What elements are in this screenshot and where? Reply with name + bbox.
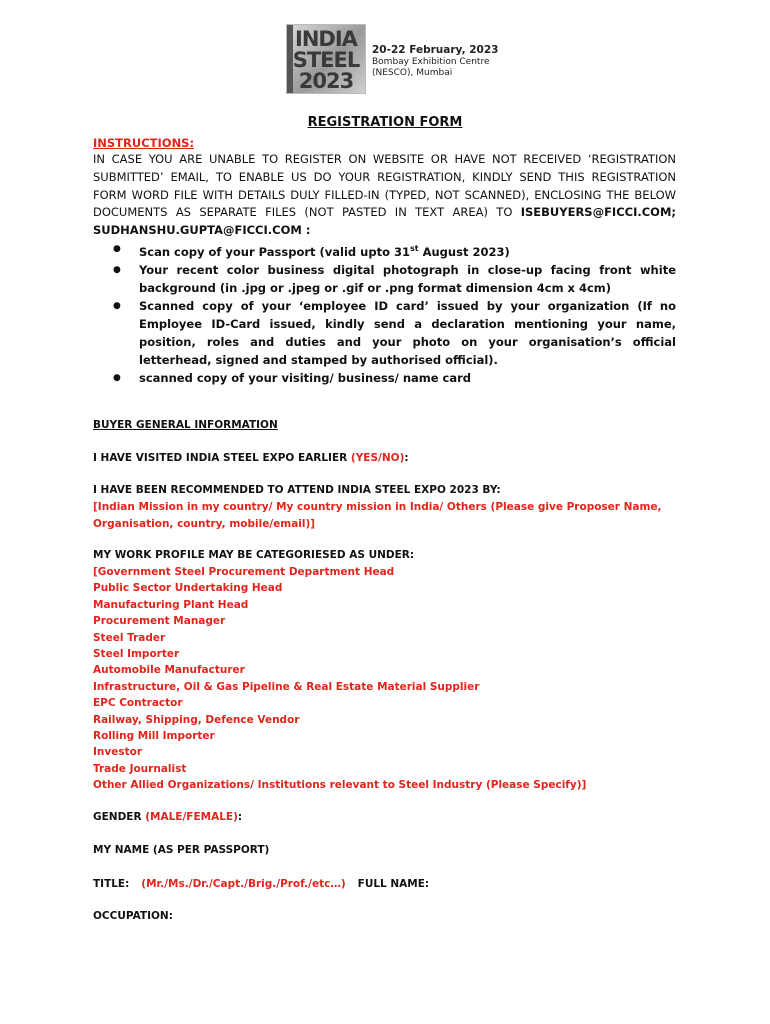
- required-documents-list: [113, 240, 676, 387]
- list-item: [Government Steel Procurement Department Head: [93, 566, 395, 578]
- title-row: [93, 876, 676, 893]
- list-item: Manufacturing Plant Head: [93, 598, 249, 611]
- list-item: Steel Importer: [93, 647, 180, 660]
- india-steel-logo: [286, 24, 366, 94]
- gender-label: GENDER: [93, 811, 146, 823]
- instructions-heading: INSTRUCTIONS:: [93, 136, 195, 150]
- event-venue-line1: Bombay Exhibition Centre: [372, 57, 490, 67]
- logo-text-line2: STEEL: [292, 48, 360, 72]
- emails-colon: :: [301, 223, 311, 238]
- visited-colon: :: [404, 452, 409, 464]
- logo-text-line3: 2023: [298, 69, 354, 93]
- list-item: Automobile Manufacturer: [93, 664, 245, 677]
- list-item: Infrastructure, Oil & Gas Pipeline & Real Estate Material Supplier: [93, 680, 480, 693]
- bullet1-sup: st: [410, 244, 419, 253]
- list-item: Steel Trader: [93, 631, 166, 644]
- visited-label: I HAVE VISITED INDIA STEEL EXPO EARLIER: [93, 452, 351, 464]
- title-label: TITLE:: [93, 878, 130, 890]
- title-options: (Mr./Ms./Dr./Capt./Brig./Prof./etc…): [141, 878, 346, 890]
- event-info: [372, 44, 498, 79]
- list-item: Public Sector Undertaking Head: [93, 582, 283, 595]
- event-venue-line2: (NESCO), Mumbai: [372, 68, 453, 78]
- occupation-label: OCCUPATION:: [93, 910, 173, 922]
- work-profile-label: MY WORK PROFILE MAY BE CATEGORIESED AS UNDER:: [93, 549, 415, 561]
- list-item: Investor: [93, 746, 143, 759]
- visited-question: [93, 450, 676, 467]
- page-title: REGISTRATION FORM: [307, 115, 463, 130]
- list-item: Procurement Manager: [93, 615, 226, 628]
- event-date: 20-22 February, 2023: [372, 44, 499, 56]
- list-item: ● Your recent color business digital photograph in close-up facing front white background (in .jpg or .jpeg or .gif or .png format dimension 4cm x 4cm): [113, 261, 676, 297]
- bullet1-post: August 2023): [418, 244, 510, 259]
- recommended-options: [Indian Mission in my country/ My country mission in India/ Others (Please give Proposer Name, Organisation, country, mobile/email)]: [93, 501, 662, 530]
- list-item: ● scanned copy of your visiting/ business/ name card: [113, 369, 676, 387]
- instructions-body: [93, 151, 676, 240]
- list-item: [113, 240, 676, 261]
- list-item: Trade Journalist: [93, 762, 187, 775]
- list-item: EPC Contractor: [93, 697, 183, 710]
- work-profile-options: [93, 564, 676, 793]
- list-item: Railway, Shipping, Defence Vendor: [93, 713, 300, 726]
- bullet1-pre: Scan copy of your Passport (valid upto 31: [139, 244, 410, 259]
- buyer-info-heading: BUYER GENERAL INFORMATION: [93, 419, 278, 431]
- visited-options: (YES/NO): [350, 452, 405, 464]
- full-name-label: FULL NAME:: [357, 878, 430, 890]
- name-as-passport-label: MY NAME (AS PER PASSPORT): [93, 844, 270, 856]
- gender-question: [93, 809, 676, 826]
- gender-colon: :: [237, 811, 243, 823]
- instructions-text: IN CASE YOU ARE UNABLE TO REGISTER ON WEBSITE OR HAVE NOT RECEIVED ‘REGISTRATION SUBMITTED’ EMAIL, TO ENABLE US DO YOUR REGISTRATION, KINDLY SEND THIS REGISTRATION FORM WORD FILE WITH DETAILS DULY FILLED-IN (TYPED, NOT SCANNED), ENCLOSING THE BELOW DOCUMENTS AS SEPARATE FILES (NOT PASTED IN TEXT AREA) TO: [93, 152, 676, 220]
- list-item: ● Scanned copy of your ‘employee ID card’ issued by your organization (If no Employee ID-Card issued, kindly send a declaration mentioning your name, position, roles and duties and your photo on your organisation’s official letterhead, signed and stamped by authorised official).: [113, 297, 676, 369]
- recommended-label: I HAVE BEEN RECOMMENDED TO ATTEND INDIA STEEL EXPO 2023 BY:: [93, 484, 501, 496]
- contact-emails: ISEBUYERS@FICCI.COM; SUDHANSHU.GUPTA@FICCI.COM: [93, 205, 676, 238]
- gender-options: (MALE/FEMALE): [145, 811, 238, 823]
- logo-text-line1: INDIA: [295, 27, 357, 51]
- list-item: Rolling Mill Importer: [93, 729, 215, 742]
- list-item: Other Allied Organizations/ Institutions relevant to Steel Industry (Please Specify)]: [93, 779, 587, 792]
